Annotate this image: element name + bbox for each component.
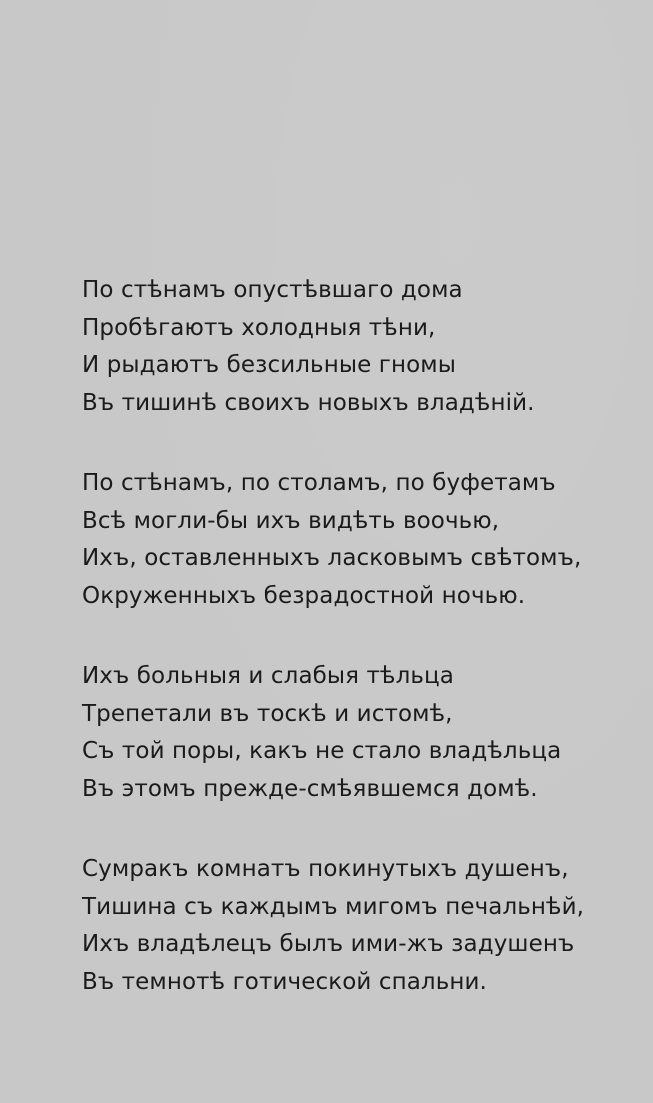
stanza [82, 658, 622, 808]
poem-line: Тишина съ каждымъ мигомъ печальнѣй, [82, 893, 585, 920]
poem-line: Окруженныхъ безрадостной ночью. [82, 582, 526, 609]
poem-line: Пробѣгаютъ холодныя тѣни, [82, 314, 436, 341]
poem-line: Въ этомъ прежде-смѣявшемся домѣ. [82, 775, 538, 802]
poem-line: Ихъ владѣлецъ былъ ими-жъ задушенъ [82, 931, 575, 957]
poem-line: По стѣнамъ, по столамъ, по буфетамъ [82, 470, 556, 496]
poem-line: Ихъ, оставленныхъ ласковымъ свѣтомъ, [82, 545, 582, 571]
poem-line: И рыдаютъ безсильные гномы [82, 352, 456, 378]
poem-line: Въ темнотѣ готической спальни. [82, 968, 487, 995]
poem [82, 272, 622, 1044]
poem-line: Съ той поры, какъ не стало владѣльца [82, 738, 562, 764]
stanza [82, 465, 622, 615]
poem-line: Въ тишинѣ своихъ новыхъ владѣній. [82, 389, 535, 416]
poem-line: Сумракъ комнатъ покинутыхъ душенъ, [82, 856, 569, 882]
poem-line: По стѣнамъ опустѣвшаго дома [82, 277, 463, 303]
poem-line: Ихъ больныя и слабыя тѣльца [82, 663, 454, 689]
poem-line: Всѣ могли-бы ихъ видѣть воочью, [82, 507, 500, 534]
stanza [82, 272, 622, 422]
poem-line: Трепетали въ тоскѣ и истомѣ, [82, 700, 453, 727]
stanza [82, 851, 622, 1001]
